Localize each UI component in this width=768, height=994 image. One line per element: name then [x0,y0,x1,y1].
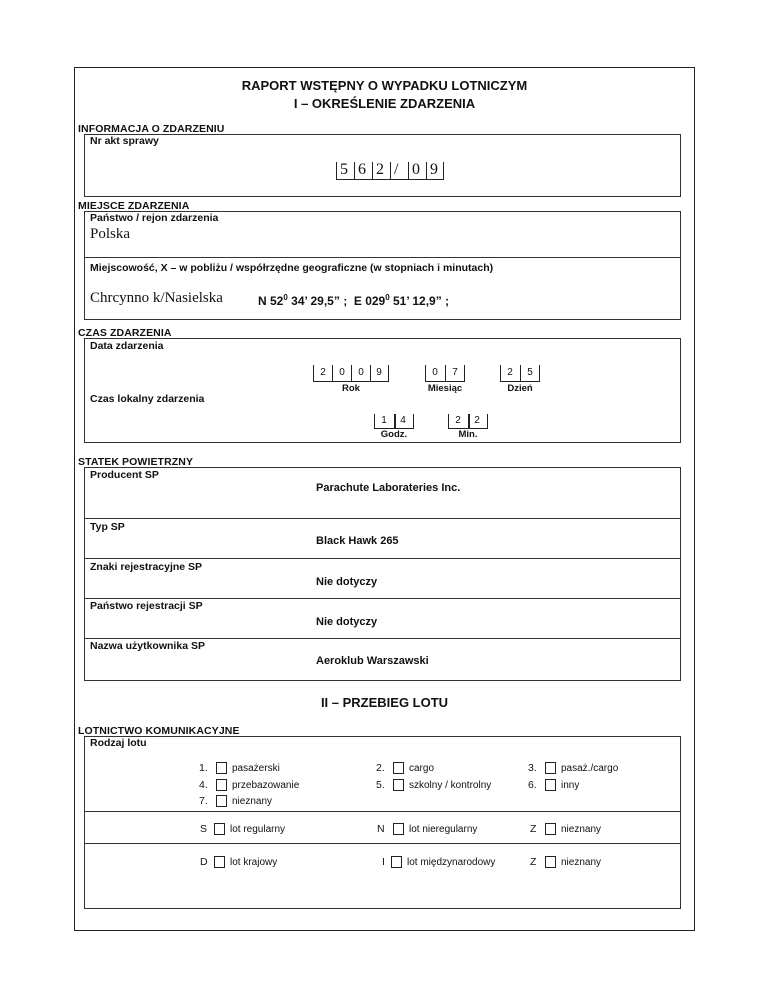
scope-label: nieznany [561,857,602,868]
country-label: Państwo / rejon zdarzenia [90,212,219,224]
reg-country-value: Nie dotyczy [316,616,378,628]
option-label: pasaż./cargo [561,763,619,774]
regularity-unknown-checkbox[interactable] [545,823,556,835]
case-char: 0 [412,161,420,178]
option-number: 7. [199,795,208,807]
regularity-code: Z [530,823,537,835]
scope-unknown-checkbox[interactable] [545,856,556,868]
other-checkbox[interactable] [545,779,556,791]
year-digit: 9 [376,367,382,378]
option-label: przebazowanie [232,780,300,791]
report-title: RAPORT WSTĘPNY O WYPADKU LOTNICZYM [241,78,528,93]
scope-code: Z [530,856,537,868]
aircraft-divider [84,598,681,599]
type-value: Black Hawk 265 [316,535,399,547]
year-comb [313,365,389,381]
aircraft-divider [84,638,681,639]
case-char: 9 [430,161,438,178]
month-digit: 0 [432,367,438,378]
option-label: szkolny / kontrolny [409,780,492,791]
location-value: Chrcynno k/Nasielska [90,290,223,306]
case-char: 2 [376,161,384,178]
irregular-flight-checkbox[interactable] [393,823,404,835]
day-digit: 2 [507,367,513,378]
year-digit: 2 [320,367,326,378]
scope-label: lot krajowy [230,857,278,868]
hour-digit: 1 [381,415,387,426]
minute-digit: 2 [455,415,461,426]
year-digit: 0 [339,367,345,378]
hour-digit: 4 [400,415,406,426]
regularity-code: N [377,823,385,835]
case-number-comb [336,160,444,182]
minute-comb [448,414,488,428]
section-one-title: I – OKREŚLENIE ZDARZENIA [293,96,476,111]
unknown-checkbox[interactable] [216,795,227,807]
regularity-label: nieznany [561,824,602,835]
reg-country-label: Państwo rejestracji SP [90,600,203,612]
option-label: nieznany [232,796,273,807]
info-section-heading: INFORMACJA O ZDARZENIU [78,123,225,135]
operator-label: Nazwa użytkownika SP [90,640,205,652]
year-digit: 0 [358,367,364,378]
regularity-code: S [200,823,208,835]
time-section-heading: CZAS ZDARZENIA [78,327,172,339]
cargo-checkbox[interactable] [393,762,404,774]
commercial-aviation-heading: LOTNICTWO KOMUNIKACYJNE [78,725,240,737]
aircraft-divider [84,518,681,519]
hour-label: Godz. [380,429,408,440]
flight-type-divider [84,811,681,812]
option-label: cargo [409,763,435,774]
passenger-checkbox[interactable] [216,762,227,774]
training-checkbox[interactable] [393,779,404,791]
option-number: 3. [528,762,537,774]
month-label: Miesiąc [427,383,463,394]
option-number: 6. [528,779,537,791]
case-char: 6 [358,161,366,178]
producer-value: Parachute Laborateries Inc. [316,482,461,494]
month-comb [425,365,465,381]
scope-label: lot międzynarodowy [407,857,496,868]
section-two-title: II – PRZEBIEG LOTU [320,695,449,710]
regularity-label: lot nieregularny [409,824,478,835]
option-label: inny [561,780,580,791]
hour-comb [374,414,414,428]
minute-label: Min. [458,429,478,440]
local-time-label: Czas lokalny zdarzenia [90,393,205,405]
year-label: Rok [342,383,360,394]
option-number: 4. [199,779,208,791]
day-digit: 5 [527,367,533,378]
domestic-flight-checkbox[interactable] [214,856,225,868]
option-label: pasażerski [232,763,280,774]
regular-flight-checkbox[interactable] [214,823,225,835]
location-label: Miejscowość, X – w pobliżu / współrzędne geograficzne (w stopniach i minutach) [90,262,494,274]
aircraft-divider [84,558,681,559]
passenger-cargo-checkbox[interactable] [545,762,556,774]
type-label: Typ SP [90,521,125,533]
producer-label: Producent SP [90,469,159,481]
flight-type-divider [84,843,681,844]
case-char: 5 [340,161,348,178]
coordinates-value: N $52^0$ 34’ 29,5” ; E $029^0$ 51’ 12,9” ; [258,293,450,308]
registration-label: Znaki rejestracyjne SP [90,561,203,573]
option-number: 2. [376,762,385,774]
place-divider [84,257,681,258]
operator-value: Aeroklub Warszawski [316,655,429,667]
registration-value: Nie dotyczy [316,576,378,588]
option-number: 5. [376,779,385,791]
aircraft-section-heading: STATEK POWIETRZNY [78,456,194,468]
day-comb [500,365,540,381]
flight-type-label: Rodzaj lotu [90,737,147,749]
scope-code: D [200,856,208,868]
date-label: Data zdarzenia [90,340,164,352]
place-section-heading: MIEJSCE ZDARZENIA [78,200,190,212]
regularity-label: lot regularny [230,824,286,835]
ferry-checkbox[interactable] [216,779,227,791]
country-value: Polska [90,226,131,242]
international-flight-checkbox[interactable] [391,856,402,868]
month-digit: 7 [452,367,458,378]
case-char: / [394,161,399,178]
scope-code: I [382,856,385,868]
case-number-label: Nr akt sprawy [90,135,159,147]
day-label: Dzień [507,383,533,394]
option-number: 1. [199,762,208,774]
minute-digit: 2 [474,415,480,426]
